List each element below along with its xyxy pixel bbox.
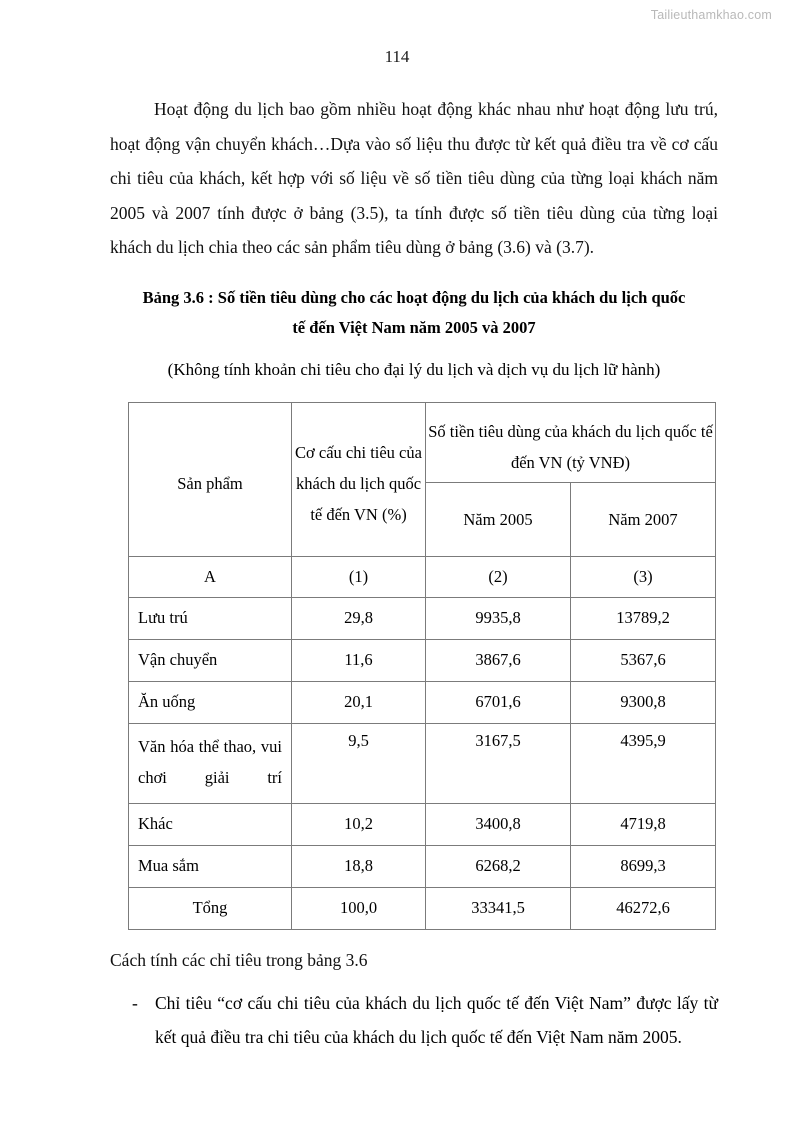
table-body — [129, 556, 716, 929]
post-table-heading: Cách tính các chỉ tiêu trong bảng 3.6 — [110, 949, 368, 970]
row-year2005: 3167,5 — [426, 723, 571, 803]
row-year2005: 9935,8 — [426, 597, 571, 639]
row-product: Ăn uống — [129, 681, 292, 723]
header-year-2005: Năm 2005 — [426, 483, 571, 556]
row-year2005: 3867,6 — [426, 639, 571, 681]
header-product: Sản phẩm — [129, 402, 292, 556]
row-year2007: 9300,8 — [571, 681, 716, 723]
table-container — [128, 402, 715, 930]
table-subtitle: (Không tính khoản chi tiêu cho đại lý du lịch và dịch vụ du lịch lữ hành) — [167, 359, 661, 379]
table-row — [129, 597, 716, 639]
total-year2005: 33341,5 — [426, 887, 571, 929]
row-year2005: 6701,6 — [426, 681, 571, 723]
header-year-2007: Năm 2007 — [571, 483, 716, 556]
post-table-section — [110, 943, 718, 1055]
total-structure: 100,0 — [292, 887, 426, 929]
row-year2005: 6268,2 — [426, 845, 571, 887]
table-title — [110, 283, 718, 343]
row-year2007: 5367,6 — [571, 639, 716, 681]
row-product: Khác — [129, 803, 292, 845]
row-structure: 10,2 — [292, 803, 426, 845]
header-structure: Cơ cấu chi tiêu của khách du lịch quốc tế đến VN (%) — [292, 402, 426, 556]
bullet-text: Chỉ tiêu “cơ cấu chi tiêu của khách du lịch quốc tế đến Việt Nam” được lấy từ kết quả điều tra chi tiêu của khách du lịch quốc tế đến Việt Nam năm 2005. — [155, 992, 718, 1047]
table-row — [129, 639, 716, 681]
bullet-marker: - — [132, 992, 138, 1013]
row-structure: 9,5 — [292, 723, 426, 803]
page-content — [110, 92, 718, 1055]
row-year2007: 13789,2 — [571, 597, 716, 639]
bullet-item — [110, 986, 718, 1055]
code-cell-a: A — [129, 556, 292, 597]
row-structure: 29,8 — [292, 597, 426, 639]
code-cell-3: (3) — [571, 556, 716, 597]
total-label: Tổng — [129, 887, 292, 929]
table-row — [129, 723, 716, 803]
table-title-line-2: tế đến Việt Nam năm 2005 và 2007 — [292, 317, 536, 337]
table-header-row-1 — [129, 402, 716, 483]
watermark-text: Tailieuthamkhao.com — [650, 8, 772, 22]
code-cell-2: (2) — [426, 556, 571, 597]
consumption-table — [128, 402, 716, 930]
table-title-line-1: Bảng 3.6 : Số tiền tiêu dùng cho các hoạt động du lịch của khách du lịch quốc — [142, 287, 686, 307]
row-product: Văn hóa thể thao, vui chơi giải trí — [129, 723, 292, 803]
table-code-row — [129, 556, 716, 597]
row-product: Mua sắm — [129, 845, 292, 887]
row-product: Vận chuyển — [129, 639, 292, 681]
row-structure: 11,6 — [292, 639, 426, 681]
table-row — [129, 803, 716, 845]
table-row — [129, 845, 716, 887]
header-amount-group: Số tiền tiêu dùng của khách du lịch quốc tế đến VN (tỷ VNĐ) — [426, 402, 716, 483]
row-structure: 20,1 — [292, 681, 426, 723]
row-year2005: 3400,8 — [426, 803, 571, 845]
table-head — [129, 402, 716, 556]
intro-paragraph: Hoạt động du lịch bao gồm nhiều hoạt động khác nhau như hoạt động lưu trú, hoạt động vận chuyển khách…Dựa vào số liệu thu được từ kết quả điều tra về cơ cấu chi tiêu của khách, kết hợp với số liệu về số tiền tiêu dùng của từng loại khách năm 2005 và 2007 tính được ở bảng (3.5), ta tính được số tiền tiêu dùng của từng loại khách du lịch chia theo các sản phẩm tiêu dùng ở bảng (3.6) và (3.7). — [110, 99, 718, 257]
row-year2007: 4719,8 — [571, 803, 716, 845]
table-row — [129, 681, 716, 723]
table-total-row — [129, 887, 716, 929]
code-cell-1: (1) — [292, 556, 426, 597]
row-product: Lưu trú — [129, 597, 292, 639]
total-year2007: 46272,6 — [571, 887, 716, 929]
row-structure: 18,8 — [292, 845, 426, 887]
row-year2007: 8699,3 — [571, 845, 716, 887]
row-year2007: 4395,9 — [571, 723, 716, 803]
page-number: 114 — [384, 47, 410, 66]
